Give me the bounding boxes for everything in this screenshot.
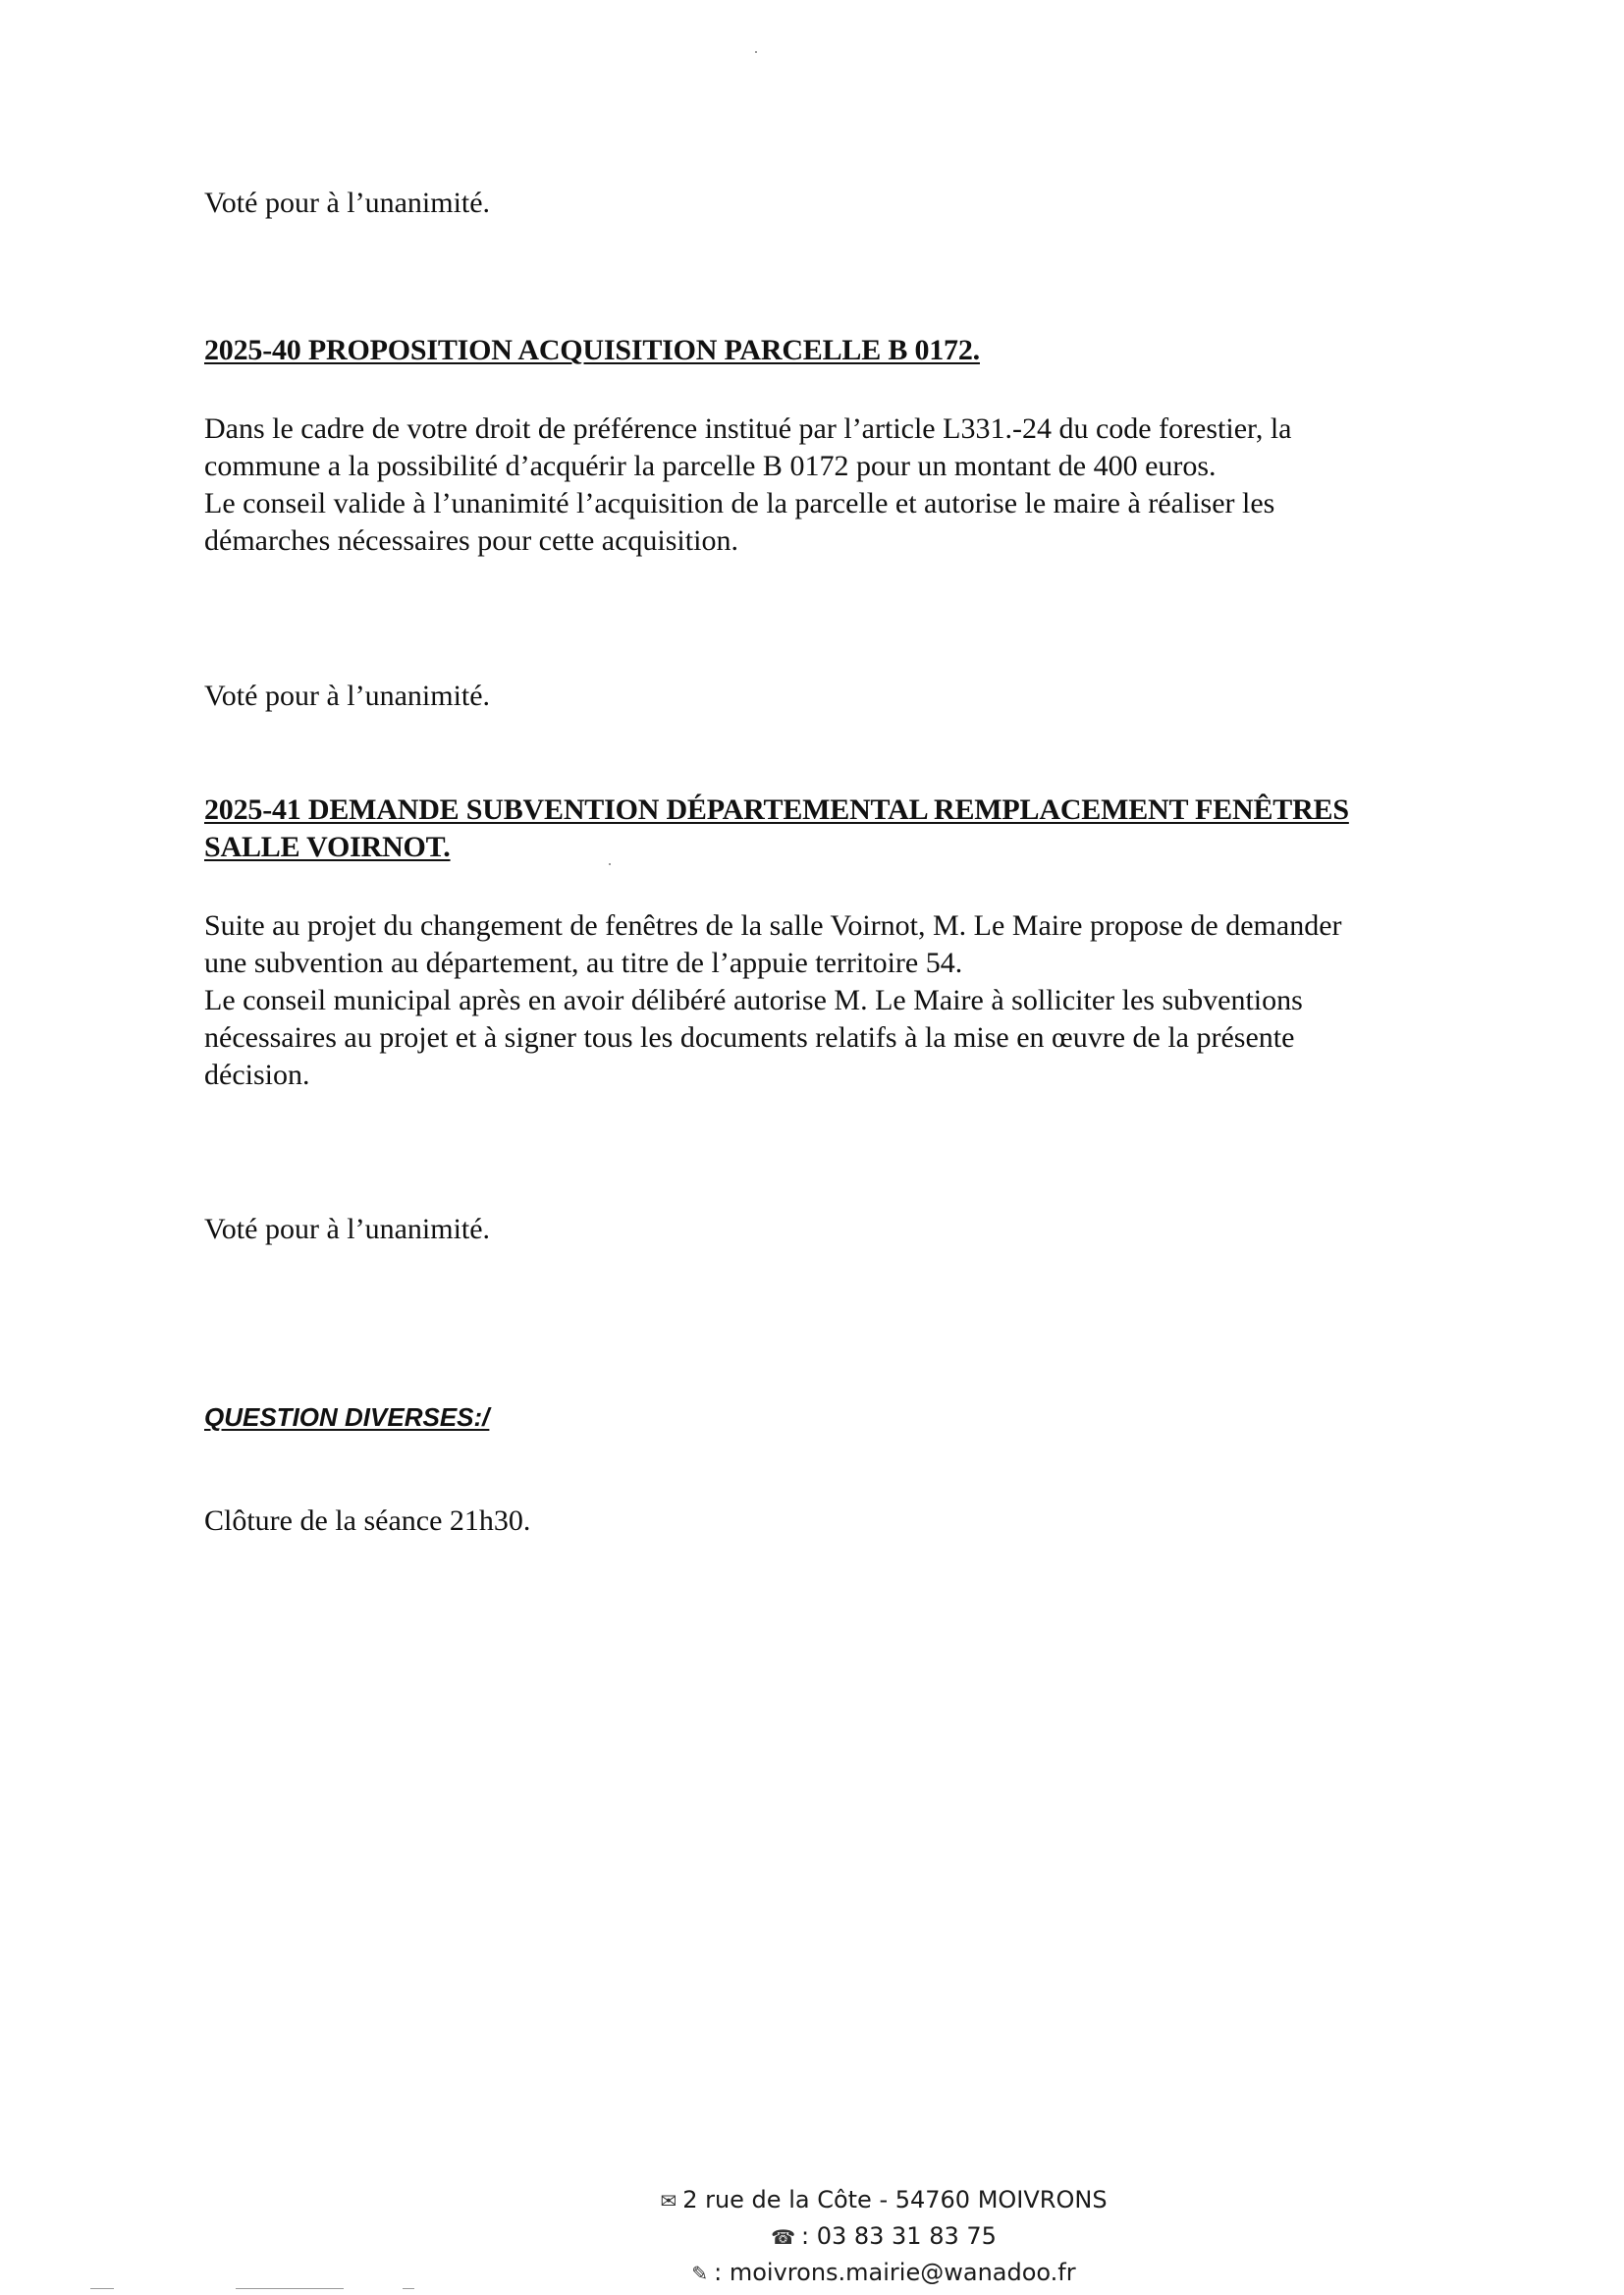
body-line: décision. <box>204 1059 310 1091</box>
body-line: Le conseil municipal après en avoir délibéré autorise M. Le Maire à solliciter les subventions <box>204 984 1303 1016</box>
closing-section <box>204 1503 1520 1540</box>
scan-speck <box>755 51 757 53</box>
vote-line-41 <box>204 1211 1520 1248</box>
envelope-icon: ✉ <box>660 2189 677 2213</box>
body-line: Dans le cadre de votre droit de préférence institué par l’article L331.-24 du code forestier, la <box>204 412 1292 445</box>
body-line: démarches nécessaires pour cette acquisition. <box>204 524 738 557</box>
questions-heading: QUESTION DIVERSES:/ <box>204 1402 490 1432</box>
section-2025-41 <box>204 792 1520 866</box>
footer-email <box>619 2255 1149 2291</box>
vote-line-40 <box>204 678 1520 715</box>
phone-text: : 03 83 31 83 75 <box>800 2222 997 2250</box>
mail-icon: ✎ <box>691 2262 709 2285</box>
section-heading: 2025-41 DEMANDE SUBVENTION DÉPARTEMENTAL REMPLACEMENT FENÊTRES <box>204 793 1349 826</box>
scan-line <box>403 2288 414 2289</box>
scan-line <box>90 2288 114 2289</box>
scan-line <box>236 2288 344 2289</box>
closing-text: Clôture de la séance 21h30. <box>204 1504 531 1537</box>
footer-phone <box>619 2218 1149 2255</box>
vote-line-top <box>204 185 1520 222</box>
vote-text: Voté pour à l’unanimité. <box>204 680 491 712</box>
body-line: nécessaires au projet et à signer tous les documents relatifs à la mise en œuvre de la présente <box>204 1021 1295 1054</box>
vote-text: Voté pour à l’unanimité. <box>204 187 491 219</box>
section-2025-40 <box>204 332 1520 369</box>
email-text: : moivrons.mairie@wanadoo.fr <box>714 2259 1076 2286</box>
section-heading: 2025-40 PROPOSITION ACQUISITION PARCELLE B 0172. <box>204 334 980 366</box>
section-2025-41-body <box>204 907 1520 1094</box>
body-line: commune a la possibilité d’acquérir la parcelle B 0172 pour un montant de 400 euros. <box>204 450 1217 482</box>
address-text: 2 rue de la Côte - 54760 MOIVRONS <box>682 2186 1108 2213</box>
phone-icon: ☎ <box>771 2225 795 2249</box>
footer-address <box>619 2182 1149 2218</box>
section-2025-40-body <box>204 410 1520 560</box>
vote-text: Voté pour à l’unanimité. <box>204 1213 491 1245</box>
questions-section <box>204 1400 1520 1434</box>
body-line: Suite au projet du changement de fenêtres de la salle Voirnot, M. Le Maire propose de demander <box>204 909 1342 942</box>
body-line: une subvention au département, au titre de l’appuie territoire 54. <box>204 947 963 979</box>
section-heading: SALLE VOIRNOT. <box>204 831 451 863</box>
footer-contact <box>619 2182 1149 2291</box>
body-line: Le conseil valide à l’unanimité l’acquisition de la parcelle et autorise le maire à réaliser les <box>204 487 1275 519</box>
